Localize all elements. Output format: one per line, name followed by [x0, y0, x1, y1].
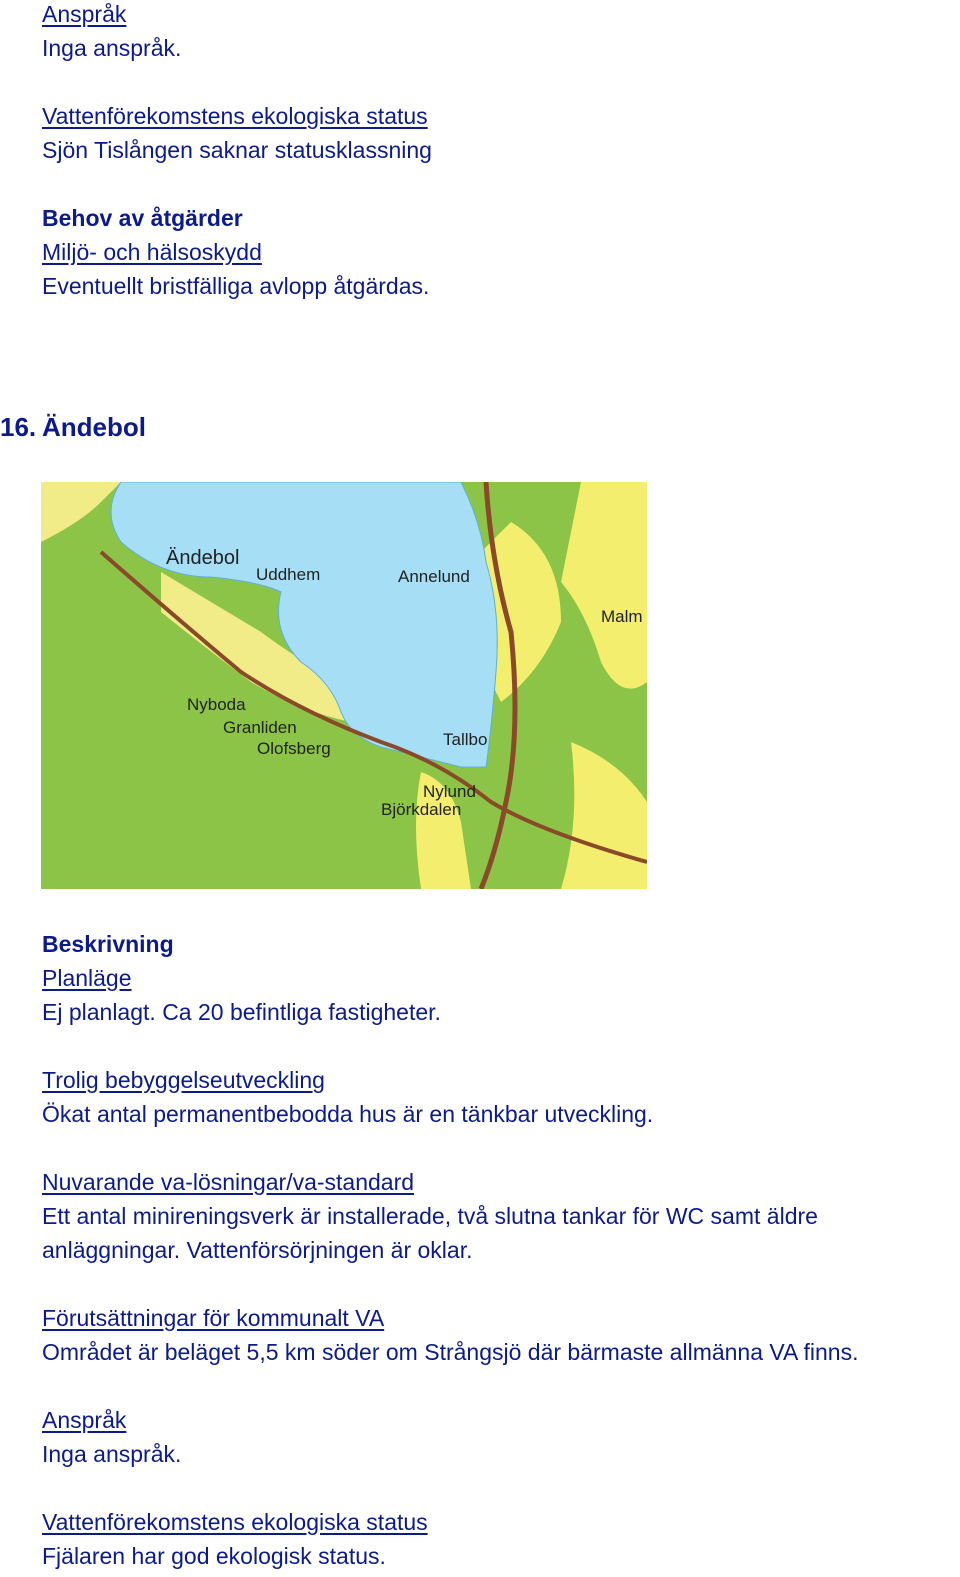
- map-label-malm: Malm: [601, 607, 643, 626]
- map-label-annelund: Annelund: [398, 567, 470, 586]
- planlage-heading: Planläge: [42, 965, 132, 991]
- section-heading: [0, 411, 146, 443]
- utveckling-text: Ökat antal permanentbebodda hus är en tänkbar utveckling.: [42, 1101, 654, 1127]
- planlage-text: Ej planlagt. Ca 20 befintliga fastigheter.: [42, 999, 441, 1025]
- map-label-nyboda: Nyboda: [187, 695, 246, 714]
- beskrivning-heading: Beskrivning: [42, 931, 174, 957]
- top-anspråk-text: Inga anspråk.: [42, 35, 182, 61]
- forutsattningar-heading: Förutsättningar för kommunalt VA: [42, 1305, 385, 1331]
- map-label-uddhem: Uddhem: [256, 565, 321, 584]
- utveckling-heading: Trolig bebyggelseutveckling: [42, 1067, 325, 1093]
- anspråk-heading: Anspråk: [42, 1407, 127, 1433]
- map-label-granliden: Granliden: [223, 718, 297, 737]
- top-status-heading: Vattenförekomstens ekologiska status: [42, 103, 428, 129]
- map-label-bjorkdalen: Björkdalen: [381, 800, 462, 819]
- map-label-andebol: Ändebol: [166, 547, 240, 569]
- status-heading: Vattenförekomstens ekologiska status: [42, 1509, 428, 1535]
- forutsattningar-text: Området är beläget 5,5 km söder om Strångsjö där bärmaste allmänna VA finns.: [42, 1339, 859, 1365]
- miljo-text: Eventuellt bristfälliga avlopp åtgärdas.: [42, 273, 430, 299]
- behov-heading: Behov av åtgärder: [42, 205, 243, 231]
- map-label-olofsberg: Olofsberg: [257, 739, 331, 758]
- section-number: 16.: [0, 412, 37, 442]
- anspråk-text: Inga anspråk.: [42, 1441, 182, 1467]
- top-anspråk-heading: Anspråk: [42, 1, 127, 27]
- va-text-line-1: Ett antal minireningsverk är installerade, två slutna tankar för WC samt äldre: [42, 1203, 818, 1229]
- section-title: Ändebol: [42, 412, 146, 442]
- map-label-nylund: Nylund: [423, 782, 476, 801]
- status-text: Fjälaren har god ekologisk status.: [42, 1543, 386, 1569]
- map-label-tallbo: Tallbo: [443, 730, 488, 749]
- va-heading: Nuvarande va-lösningar/va-standard: [42, 1169, 415, 1195]
- miljo-heading: Miljö- och hälsoskydd: [42, 239, 262, 265]
- top-status-text: Sjön Tislången saknar statusklassning: [42, 137, 432, 163]
- area-map: [41, 482, 647, 889]
- va-text-line-2: anläggningar. Vattenförsörjningen är oklar.: [42, 1237, 473, 1263]
